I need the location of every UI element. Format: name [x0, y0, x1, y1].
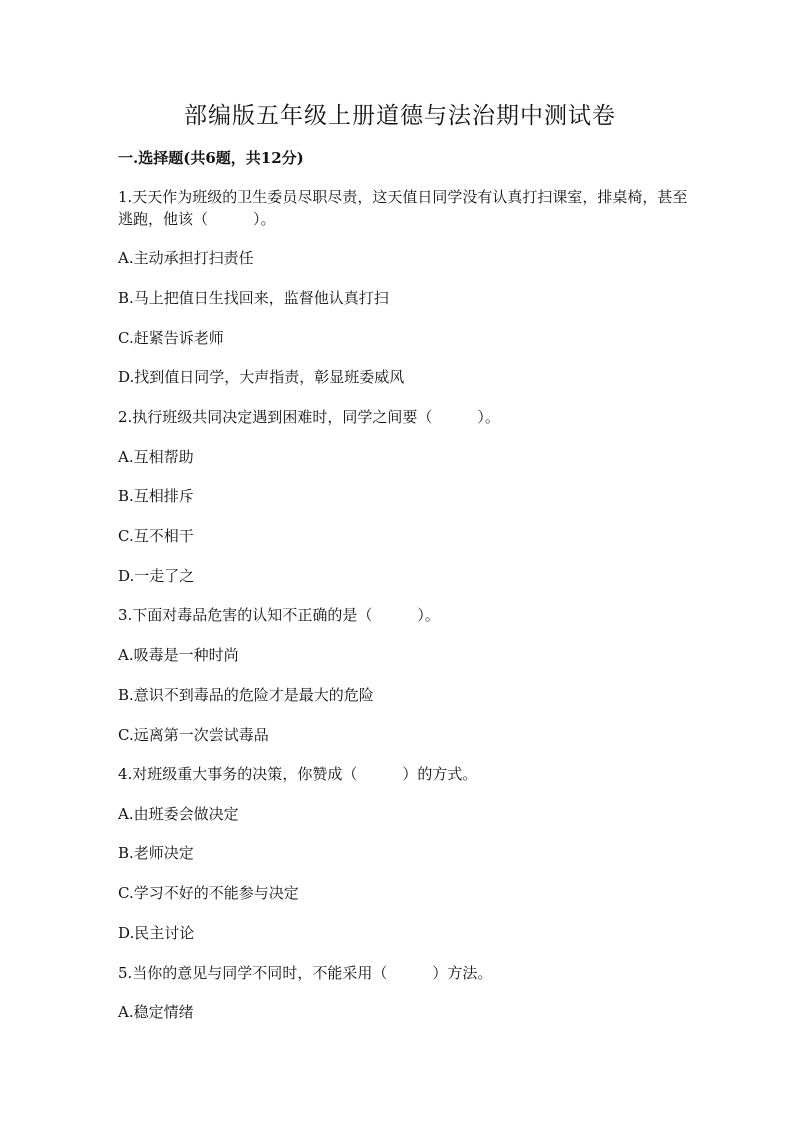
- question-stem: 1.天天作为班级的卫生委员尽职尽责，这天值日同学没有认真打扫课室，排桌椅，甚至逃跑，他该（ ）。: [118, 188, 688, 228]
- answer-option: D.一走了之: [118, 567, 195, 585]
- answer-option: C.赶紧告诉老师: [118, 329, 224, 347]
- question-stem: 3.下面对毒品危害的认知不正确的是（ ）。: [118, 606, 440, 624]
- question-stem: 4.对班级重大事务的决策，你赞成（ ）的方式。: [118, 765, 478, 783]
- answer-option: C.远离第一次尝试毒品: [118, 726, 269, 744]
- question-stem: 2.执行班级共同决定遇到困难时，同学之间要（ ）。: [118, 408, 500, 426]
- answer-option: A.由班委会做决定: [118, 805, 239, 823]
- question-stem: 5.当你的意见与同学不同时，不能采用（ ）方法。: [118, 964, 493, 982]
- answer-option: A.主动承担打扫责任: [118, 249, 254, 267]
- section-heading: 一.选择题(共6题，共12分): [118, 149, 304, 167]
- answer-option: B.意识不到毒品的危险才是最大的危险: [118, 686, 374, 704]
- answer-option: B.老师决定: [118, 844, 194, 862]
- answer-option: A.吸毒是一种时尚: [118, 646, 239, 664]
- answer-option: C.互不相干: [118, 527, 194, 545]
- answer-option: B.马上把值日生找回来，监督他认真打扫: [118, 289, 389, 307]
- answer-option: A.互相帮助: [118, 448, 194, 466]
- document-title: 部编版五年级上册道德与法治期中测试卷: [184, 103, 616, 129]
- answer-option: B.互相排斥: [118, 487, 194, 505]
- answer-option: D.民主讨论: [118, 924, 195, 942]
- answer-option: A.稳定情绪: [118, 1003, 194, 1021]
- answer-option: C.学习不好的不能参与决定: [118, 884, 299, 902]
- answer-option: D.找到值日同学，大声指责，彰显班委威风: [118, 368, 405, 386]
